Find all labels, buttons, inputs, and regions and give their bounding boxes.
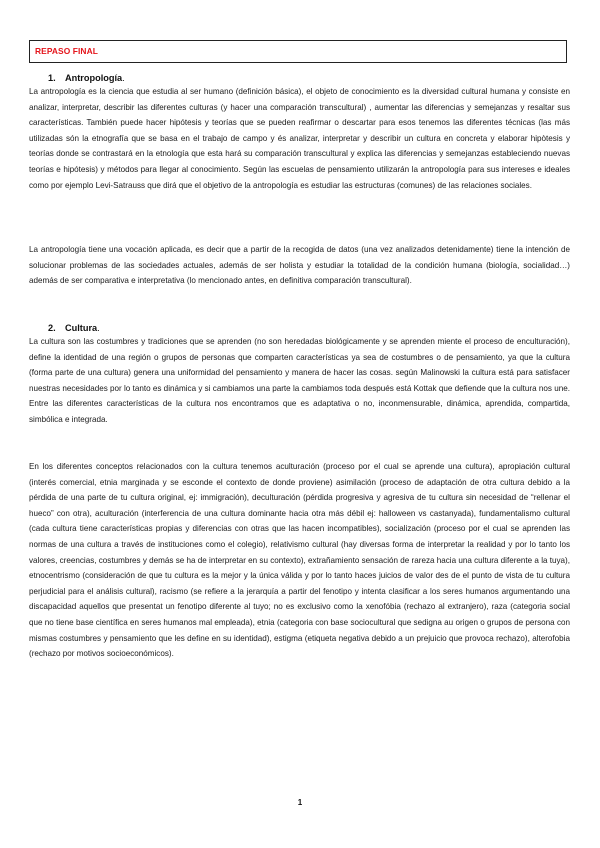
section-number: 1. xyxy=(48,73,56,83)
section-heading-antropologia: 1. Antropología. xyxy=(48,73,125,83)
title-box xyxy=(29,40,567,63)
paragraph-antropologia-2: La antropología tiene una vocación aplicada, es decir que a partir de la recogida de datos (una vez analizados detenidamente) tiene la intención de solucionar problemas de las sociedades actuales, además de ser holista y estudiar la totalidad de la condición humana (biología, socialidad…) además de ser comparativa e interpretativa (lo mencionado antes, en definitiva comparación transcultural). xyxy=(29,245,570,286)
paragraph-cultura-2: En los diferentes conceptos relacionados con la cultura tenemos aculturación (proceso por el cual se aprende una cultura), apropiación cultural (interés comercial, etnia marginada y se esconde el contexto de donde proviene) asimilación (proceso de adaptación de otra cultura debido a la pérdida de una parte de tu cultura original, ej: immigración), deculturación (pérdida progresiva y agresiva de tu cultura sin necesidad de “rellenar el hueco” con otra), aculturación (interferencia de una cultura dominante hacia otra más débil ej: halloween vs castanyada), fundamentalismo cultural (cada cultura tiene características propias y diferencias con otras que las hacen incompatibles), socialización (proceso por el cual se aprenden las normas de una cultura a través de instituciones como el colegio), relativismo cultural (hay diversas forma de interpretar la realidad y por lo tanto los valores, creencias, costumbres y demás se ha de interpretar en su contexto), extrañamiento sensación de rareza hacia una cultura diferente a la tuya), etnocentrismo (consideración de que tu cultura es la mejor y la única válida y por lo tanto haces juicios de valor des de el punto de vista de tu cultura perjudicial para el análisis cultural), racismo (se refiere a la jerarquía a partir del fenotipo y intenta clasificar a los seres humanos argumentando una discapacidad aquellos que presentat un fenotipo diferente al tuyo; no es exclusivo como la xenofóbia (rechazo al extranjero), raza (categoria social que no tiene base científica en seres humanos mal empleada), etnia (categoria con base sociocultural que sedigna au origen o grupos de persona con mismas costumbres y pensamiento que les define en su identidad), estigma (etiqueta negativa debido a un prejuicio que provoca rechazo), alterofobia (rechazo por motivos socioeconómicos). xyxy=(29,462,570,659)
page-number: 1 xyxy=(297,798,303,807)
section-heading-cultura: 2. Cultura. xyxy=(48,323,100,333)
section-title: Antropología xyxy=(65,73,123,83)
section-title: Cultura xyxy=(65,323,98,333)
section-number: 2. xyxy=(48,323,56,333)
document-title: REPASO FINAL xyxy=(35,46,98,56)
paragraph-cultura-1: La cultura son las costumbres y tradiciones que se aprenden (no son heredadas biológicamente y se aprenden miente el proceso de enculturación), define la identidad de una región o grupos de personas que comparten características ya sea de costumbres o de pensamiento, ya que la cultura (forma parte de una cultura) genera una uniformidad del pensamiento y manera de hacer las cosas. según Malinowski la cultura está para satisfacer nuestras necesidades por lo tanto es dinámica y si cambiamos una parte la cambiamos toda después está Kottak que defiende que la cultura nos une. Entre las diferentes características de la cultura nos encontramos que es adaptativa o no, inconmensurable, dinámica, aprendida, compartida, simbólica e integrada. xyxy=(29,337,570,424)
paragraph-antropologia-1: La antropología es la ciencia que estudia al ser humano (definición básica), el objeto de conocimiento es la diversidad cultural humana y consiste en analizar, interpretar, describir las diferentes culturas (y hacer una comparación transcultural) , aumentar las diferencias y semejanzas y resaltar sus características. También puede hacer hipótesis y teorías que se pueden reafirmar o descartar para esos tenemos las diferentes técnicas (las más utilizadas són la etnografía que se basa en el trabajo de campo y és analizar, interpretar y describir un cultura en concreta y elaborar hipòtesis y teorías donde se contrastará en la etnología que esta hará su comparación transcultural y explica las diferencias y semejanzas estableciendo nuevas teorías e hipótesis) y métodos para llegar al conocimiento. Según las escuelas de pensamiento utilizarán la antropología para sus intereses e ideales como por ejemplo Levi-Satrauss que dirá que el objetivo de la antropología es estudiar las estructuras (comunes) de las relaciones sociales. xyxy=(29,87,570,190)
